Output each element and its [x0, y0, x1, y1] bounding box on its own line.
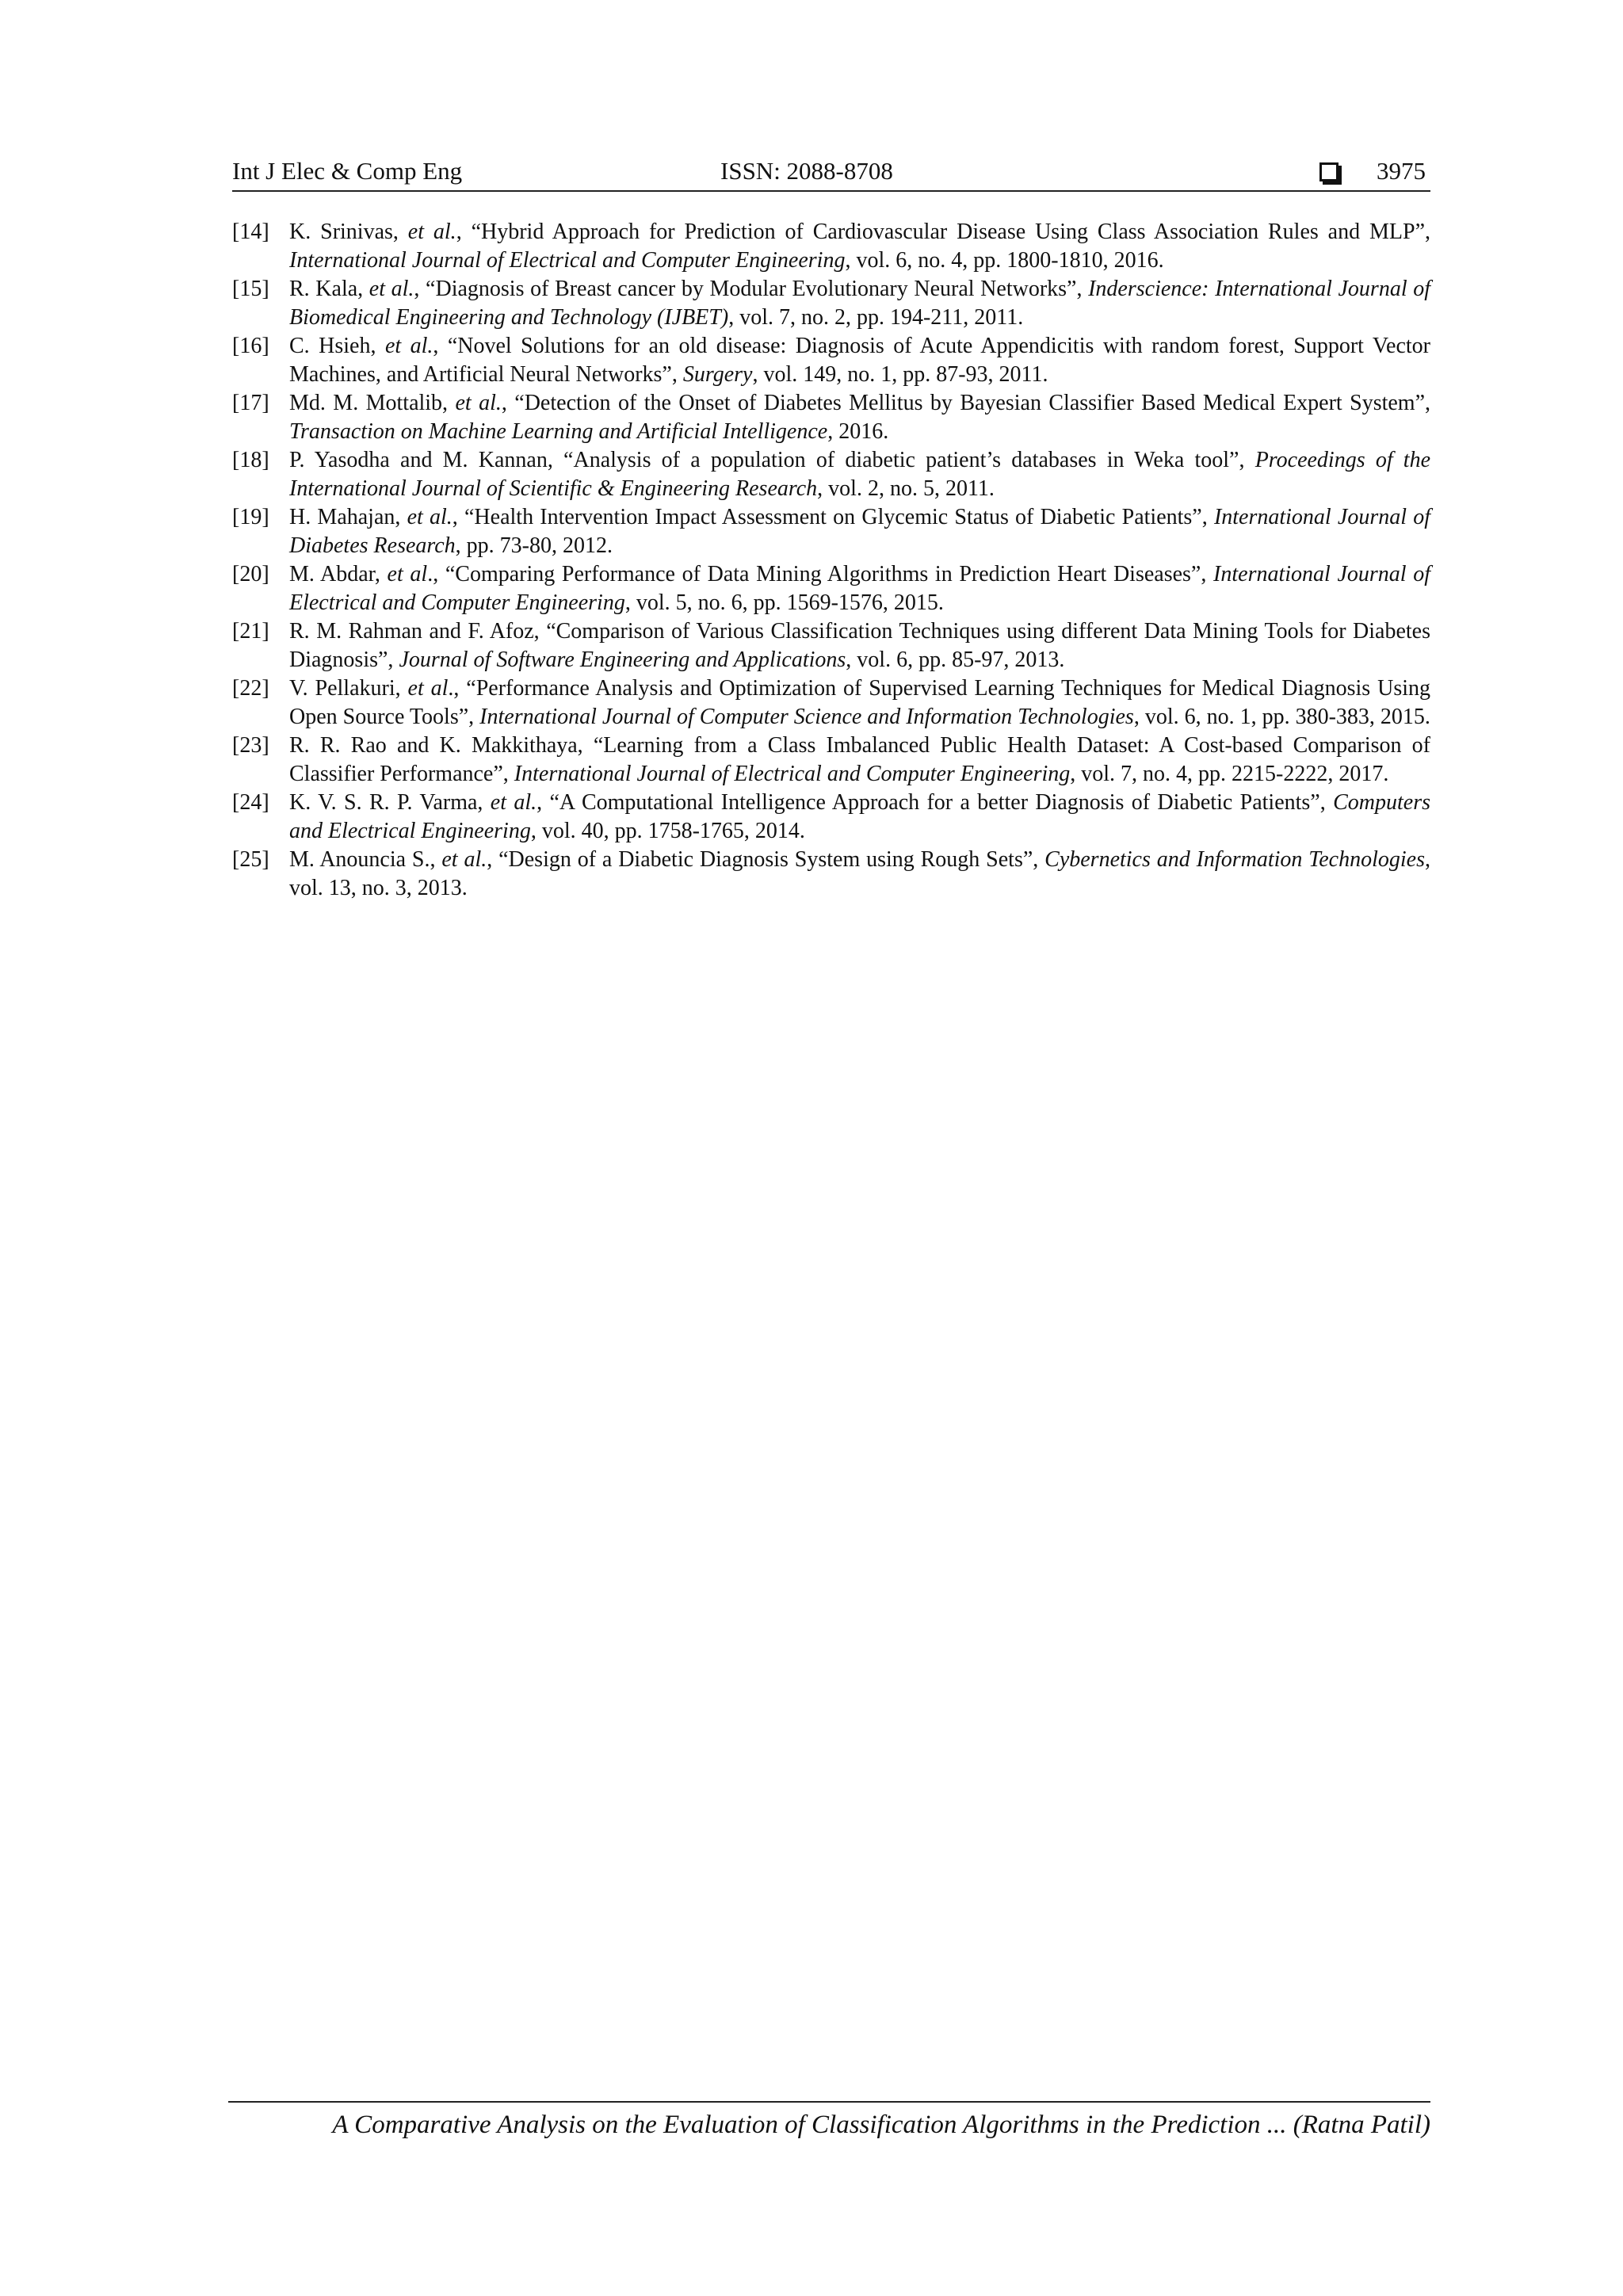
reference-text [289, 332, 1430, 389]
reference-item [232, 446, 1430, 503]
reference-number: [15] [232, 277, 269, 301]
reference-segment: , vol. 13, no. 3, 2013. [289, 847, 1430, 900]
reference-italic-segment: et al [407, 676, 449, 701]
reference-number: [25] [232, 847, 269, 872]
reference-segment: ., “Performance Analysis and Optimization of Supervised Learning Techniques for Medical Diagnosis Using Open Source Tools”, [289, 676, 1431, 729]
reference-italic-segment: International Journal of Diabetes Research [289, 505, 1430, 558]
reference-italic-segment: et al. [407, 220, 456, 244]
reference-segment: , vol. 149, no. 1, pp. 87-93, 2011. [752, 362, 1048, 387]
reference-item [232, 674, 1430, 732]
reference-segment: K. Srinivas, [289, 220, 408, 244]
reference-italic-segment: International Journal of Electrical and Computer Engineering [289, 248, 846, 273]
reference-italic-segment: International Journal of Computer Science and Information Technologies [479, 705, 1134, 729]
reference-segment: , vol. 6, pp. 85-97, 2013. [846, 648, 1065, 672]
reference-segment: , 2016. [827, 419, 889, 444]
reference-segment: , vol. 7, no. 2, pp. 194-211, 2011. [728, 305, 1024, 330]
reference-segment: , vol. 7, no. 4, pp. 2215-2222, 2017. [1070, 762, 1389, 786]
reference-number: [14] [232, 220, 269, 244]
reference-text [289, 218, 1430, 275]
reference-item [232, 218, 1430, 275]
footer-running-title: A Comparative Analysis on the Evaluation of Classification Algorithms in the Prediction ... (Ratna Patil) [332, 2111, 1430, 2139]
reference-item [232, 503, 1430, 560]
reference-segment: , “Diagnosis of Breast cancer by Modular Evolutionary Neural Networks”, [414, 277, 1089, 301]
reference-text [289, 617, 1430, 674]
reference-segment: R. R. Rao and K. Makkithaya, “Learning from a Class Imbalanced Public Health Dataset: A Cost-based Comparison of Classifier Performance”, [289, 733, 1430, 786]
reference-segment: K. V. S. R. P. Varma, [289, 790, 491, 815]
reference-number: [22] [232, 676, 269, 701]
reference-segment: , vol. 2, no. 5, 2011. [817, 476, 995, 501]
reference-number: [16] [232, 334, 269, 358]
journal-name: Int J Elec & Comp Eng [232, 157, 463, 185]
reference-italic-segment: et al. [384, 334, 433, 358]
reference-italic-segment: Surgery [682, 362, 753, 387]
reference-text [289, 674, 1430, 732]
reference-item [232, 389, 1430, 446]
reference-item [232, 789, 1430, 846]
reference-segment: R. Kala, [289, 277, 369, 301]
page-footer [228, 2101, 1430, 2142]
reference-italic-segment: Journal of Software Engineering and Applications [399, 648, 846, 672]
reference-item [232, 560, 1430, 617]
reference-italic-segment: et al. [455, 391, 502, 415]
reference-number: [20] [232, 562, 269, 586]
reference-item [232, 332, 1430, 389]
reference-text [289, 503, 1430, 560]
reference-segment: , pp. 73-80, 2012. [455, 533, 613, 558]
reference-segment: , “Detection of the Onset of Diabetes Mellitus by Bayesian Classifier Based Medical Expert System”, [501, 391, 1430, 415]
reference-segment: , “Hybrid Approach for Prediction of Cardiovascular Disease Using Class Association Rules and MLP”, [456, 220, 1430, 244]
reference-italic-segment: et al. [407, 505, 453, 529]
reference-italic-segment: Transaction on Machine Learning and Artificial Intelligence [289, 419, 828, 444]
reference-segment: , “Novel Solutions for an old disease: Diagnosis of Acute Appendicitis with random forest, Support Vector Machines, and Artificial Neural Networks”, [289, 334, 1430, 387]
page-number: 3975 [1377, 157, 1426, 185]
square-bullet-icon [1319, 162, 1338, 181]
reference-text [289, 560, 1430, 617]
reference-segment: ., “Comparing Performance of Data Mining Algorithms in Prediction Heart Diseases”, [427, 562, 1214, 586]
reference-item [232, 846, 1430, 903]
reference-italic-segment: International Journal of Electrical and Computer Engineering [289, 562, 1431, 615]
reference-item [232, 732, 1430, 789]
reference-text [289, 389, 1430, 446]
reference-italic-segment: et al [387, 562, 428, 586]
reference-segment: , “Design of a Diabetic Diagnosis System using Rough Sets”, [487, 847, 1045, 872]
reference-text [289, 275, 1430, 332]
reference-segment: M. Anouncia S., [289, 847, 442, 872]
reference-text [289, 846, 1430, 903]
reference-text [289, 789, 1430, 846]
reference-italic-segment: et al. [490, 790, 537, 815]
reference-segment: , vol. 6, no. 4, pp. 1800-1810, 2016. [845, 248, 1164, 273]
reference-segment: , “A Computational Intelligence Approach for a better Diagnosis of Diabetic Patients”, [537, 790, 1334, 815]
reference-number: [18] [232, 448, 269, 472]
reference-list [232, 218, 1430, 903]
reference-segment: , vol. 40, pp. 1758-1765, 2014. [530, 819, 805, 843]
reference-italic-segment: Proceedings of the International Journal of Scientific & Engineering Research [289, 448, 1431, 501]
reference-segment: V. Pellakuri, [289, 676, 408, 701]
reference-segment: , “Health Intervention Impact Assessment on Glycemic Status of Diabetic Patients”, [452, 505, 1214, 529]
reference-italic-segment: et al. [441, 847, 487, 872]
reference-number: [23] [232, 733, 269, 758]
reference-italic-segment: International Journal of Electrical and Computer Engineering [514, 762, 1071, 786]
reference-text [289, 732, 1430, 789]
issn: ISSN: 2088-8708 [720, 157, 893, 185]
reference-italic-segment: Inderscience: International Journal of Biomedical Engineering and Technology (IJBET) [289, 277, 1430, 330]
reference-number: [21] [232, 619, 269, 644]
page-number-group [1319, 155, 1426, 187]
reference-segment: H. Mahajan, [289, 505, 407, 529]
reference-number: [17] [232, 391, 269, 415]
reference-italic-segment: Computers and Electrical Engineering [289, 790, 1430, 843]
reference-segment: R. M. Rahman and F. Afoz, “Comparison of Various Classification Techniques using different Data Mining Tools for Diabetes Diagnosis”, [289, 619, 1430, 672]
reference-text [289, 446, 1430, 503]
page-header [232, 152, 1430, 192]
reference-number: [19] [232, 505, 269, 529]
reference-segment: P. Yasodha and M. Kannan, “Analysis of a population of diabetic patient’s databases in Weka tool”, [289, 448, 1255, 472]
reference-italic-segment: et al. [369, 277, 414, 301]
reference-segment: M. Abdar, [289, 562, 388, 586]
reference-item [232, 617, 1430, 674]
reference-segment: Md. M. Mottalib, [289, 391, 456, 415]
reference-segment: C. Hsieh, [289, 334, 385, 358]
reference-italic-segment: Cybernetics and Information Technologies [1044, 847, 1425, 872]
reference-segment: , vol. 5, no. 6, pp. 1569-1576, 2015. [624, 590, 944, 615]
reference-segment: , vol. 6, no. 1, pp. 380-383, 2015. [1133, 705, 1430, 729]
reference-number: [24] [232, 790, 269, 815]
reference-item [232, 275, 1430, 332]
